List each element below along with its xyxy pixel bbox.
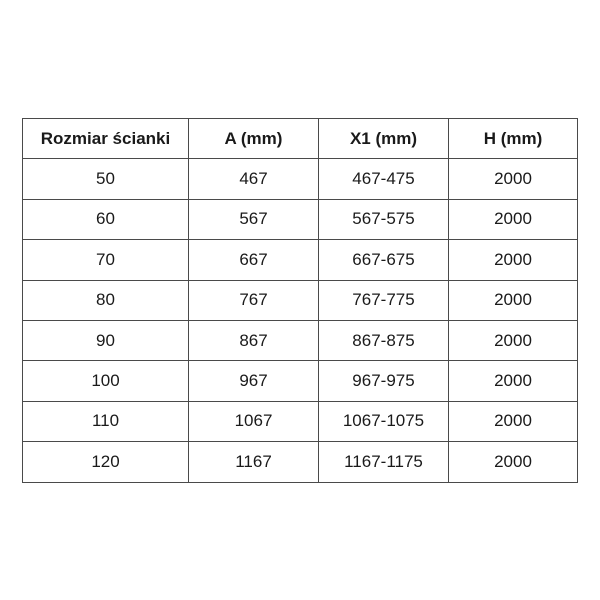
cell-a: 467 [189, 159, 319, 199]
cell-a: 667 [189, 240, 319, 280]
cell-wall-size: 80 [23, 280, 189, 320]
cell-a: 867 [189, 320, 319, 360]
cell-a: 567 [189, 199, 319, 239]
dimensions-table [22, 118, 578, 483]
cell-x1: 1067-1075 [319, 401, 449, 441]
cell-x1: 667-675 [319, 240, 449, 280]
header-a-mm: A (mm) [189, 119, 319, 159]
header-x1-mm: X1 (mm) [319, 119, 449, 159]
table-row [23, 320, 578, 360]
table-row [23, 442, 578, 482]
cell-wall-size: 120 [23, 442, 189, 482]
cell-wall-size: 90 [23, 320, 189, 360]
cell-wall-size: 100 [23, 361, 189, 401]
cell-h: 2000 [449, 361, 578, 401]
cell-wall-size: 110 [23, 401, 189, 441]
cell-a: 1067 [189, 401, 319, 441]
cell-h: 2000 [449, 240, 578, 280]
cell-x1: 967-975 [319, 361, 449, 401]
cell-h: 2000 [449, 401, 578, 441]
cell-x1: 1167-1175 [319, 442, 449, 482]
cell-h: 2000 [449, 199, 578, 239]
cell-h: 2000 [449, 159, 578, 199]
cell-a: 967 [189, 361, 319, 401]
cell-wall-size: 50 [23, 159, 189, 199]
cell-h: 2000 [449, 442, 578, 482]
table-row [23, 240, 578, 280]
cell-wall-size: 60 [23, 199, 189, 239]
cell-h: 2000 [449, 320, 578, 360]
header-h-mm: H (mm) [449, 119, 578, 159]
cell-wall-size: 70 [23, 240, 189, 280]
cell-a: 1167 [189, 442, 319, 482]
table-row [23, 199, 578, 239]
cell-x1: 867-875 [319, 320, 449, 360]
cell-x1: 467-475 [319, 159, 449, 199]
table-header-row [23, 119, 578, 159]
table-row [23, 401, 578, 441]
table-row [23, 159, 578, 199]
cell-x1: 767-775 [319, 280, 449, 320]
cell-x1: 567-575 [319, 199, 449, 239]
table-row [23, 280, 578, 320]
table-row [23, 361, 578, 401]
cell-a: 767 [189, 280, 319, 320]
cell-h: 2000 [449, 280, 578, 320]
header-wall-size: Rozmiar ścianki [23, 119, 189, 159]
